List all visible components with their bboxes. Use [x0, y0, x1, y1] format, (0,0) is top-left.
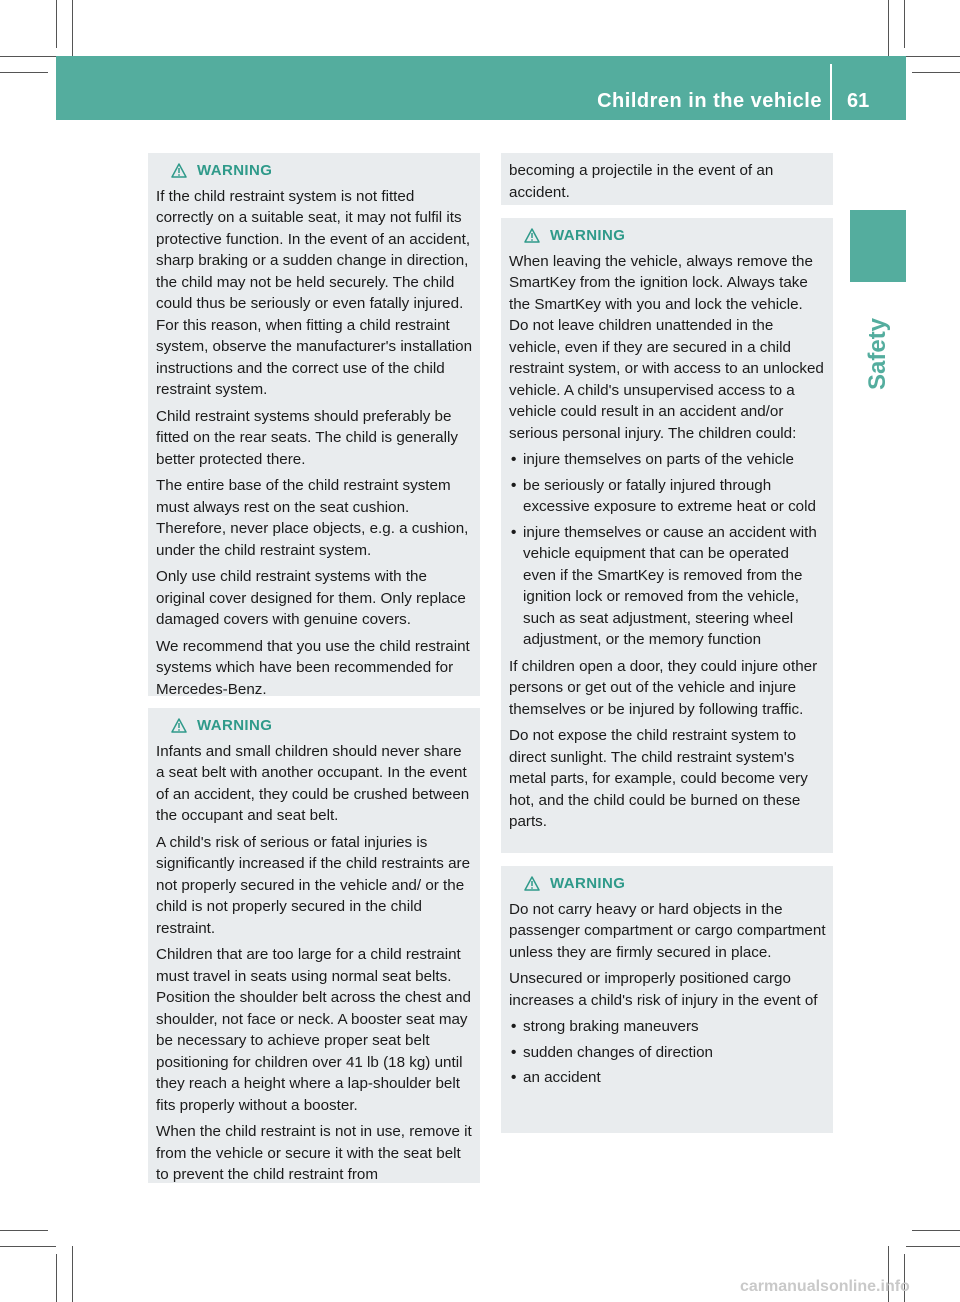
- warning-heading: [156, 715, 473, 737]
- paragraph: Only use child restraint systems with the original cover designed for them. Only replace damaged covers with genuine covers.: [156, 568, 466, 628]
- warning-triangle-icon: [171, 163, 187, 178]
- crop-mark: [0, 56, 56, 57]
- bullet-list: [509, 1016, 826, 1089]
- warning-box: [501, 866, 833, 1133]
- crop-mark: [912, 72, 960, 73]
- warning-box: [148, 153, 480, 696]
- bullet-list: [509, 449, 826, 651]
- crop-mark: [0, 72, 48, 73]
- paragraph: Child restraint systems should preferably be fitted on the rear seats. The child is generally better protected there.: [156, 407, 458, 468]
- paragraph: Infants and small children should never share a seat belt with another occupant. In the event of an accident, they could be crushed between the occupant and seat belt.: [156, 742, 470, 824]
- warning-box: [148, 708, 480, 1183]
- paragraph: The entire base of the child restraint system must always rest on the seat cushion. Therefore, never place objects, e.g. a cushion, under the child restraint system.: [156, 477, 469, 559]
- paragraph: Unsecured or improperly positioned cargo increases a child's risk of injury in the event of: [509, 970, 818, 1009]
- paragraph: Do not carry heavy or hard objects in the passenger compartment or cargo compartment unless they are firmly secured in place.: [509, 900, 826, 961]
- paragraph: becoming a projectile in the event of an accident.: [509, 162, 774, 201]
- paragraph: A child's risk of serious or fatal injuries is significantly increased if the child restraints are not properly secured in the vehicle and/ or the child is not properly secured in the child restraint.: [156, 833, 471, 937]
- warning-label: WARNING: [550, 227, 626, 244]
- paragraph: When the child restraint is not in use, remove it from the vehicle or secure it with the seat belt to prevent the child restraint from: [156, 1123, 472, 1183]
- paragraph: If the child restraint system is not fitted correctly on a suitable seat, it may not fulfil its protective function. In the event of an accident, sharp braking or a sudden change in direction, the child may not be held securely. The child could thus be seriously or even fatally injured. For this reason, when fitting a child restraint system, observe the manufacturer's installation instructions and the correct use of the child restraint system.: [156, 187, 473, 398]
- page-number: 61: [847, 90, 870, 112]
- crop-mark: [906, 1246, 960, 1247]
- header-separator: [830, 64, 832, 120]
- crop-mark: [0, 1246, 56, 1247]
- paragraph: Do not expose the child restraint system to direct sunlight. The child restraint system's metal parts, for example, could become very hot, and the child could be burned on these parts.: [509, 727, 808, 830]
- crop-mark: [72, 0, 73, 56]
- list-item: • injure themselves or cause an accident with vehicle equipment that can be operated even if the SmartKey is removed from the ignition lock or removed from the vehicle, such as seat adjustment, steering wheel adjustment, or the memory function: [509, 522, 826, 651]
- warning-triangle-icon: [524, 228, 540, 243]
- crop-mark: [0, 1230, 48, 1231]
- list-item: • strong braking maneuvers: [509, 1016, 826, 1038]
- crop-mark: [912, 1230, 960, 1231]
- crop-mark: [906, 56, 960, 57]
- crop-mark: [56, 0, 57, 48]
- crop-mark: [72, 1246, 73, 1302]
- warning-triangle-icon: [171, 718, 187, 733]
- paragraph: We recommend that you use the child restraint systems which have been recommended for Mercedes-Benz.: [156, 637, 470, 698]
- paragraph: Children that are too large for a child restraint must travel in seats using normal seat belts. Position the shoulder belt across the chest and shoulder, not face or neck. A booster seat may be necessary to achieve proper seat belt positioning for children over 41 lb (18 kg) until they reach a height where a lap-shoulder belt fits properly without a booster.: [156, 946, 471, 1114]
- paragraph: If children open a door, they could injure other persons or get out of the vehicle and injure themselves or be injured by following traffic.: [509, 657, 818, 718]
- crop-mark: [904, 0, 905, 48]
- page-title: Children in the vehicle: [597, 90, 822, 112]
- list-item: • sudden changes of direction: [509, 1042, 826, 1064]
- warning-box: [501, 218, 833, 853]
- list-item: • an accident: [509, 1067, 826, 1089]
- section-label: Safety: [864, 317, 891, 390]
- list-item: • be seriously or fatally injured through excessive exposure to extreme heat or cold: [509, 475, 826, 518]
- warning-label: WARNING: [197, 717, 273, 734]
- warning-triangle-icon: [524, 876, 540, 891]
- crop-mark: [888, 0, 889, 56]
- warning-label: WARNING: [197, 162, 273, 179]
- crop-mark: [56, 1254, 57, 1302]
- paragraph: When leaving the vehicle, always remove the SmartKey from the ignition lock. Always take the SmartKey with you and lock the vehicle. Do not leave children unattended in the vehicle, even if they are secured in a child restraint system, or with access to an unlocked vehicle. A child's unsupervised access to a vehicle could result in an accident and/or serious personal injury. The children could:: [509, 252, 824, 442]
- section-tab: [850, 210, 906, 282]
- warning-heading: [509, 225, 826, 247]
- warning-continuation-box: [501, 153, 833, 205]
- warning-heading: [509, 873, 826, 895]
- warning-heading: [156, 160, 473, 182]
- watermark: carmanualsonline.info: [740, 1278, 910, 1295]
- list-item: • injure themselves on parts of the vehicle: [509, 449, 826, 471]
- warning-label: WARNING: [550, 875, 626, 892]
